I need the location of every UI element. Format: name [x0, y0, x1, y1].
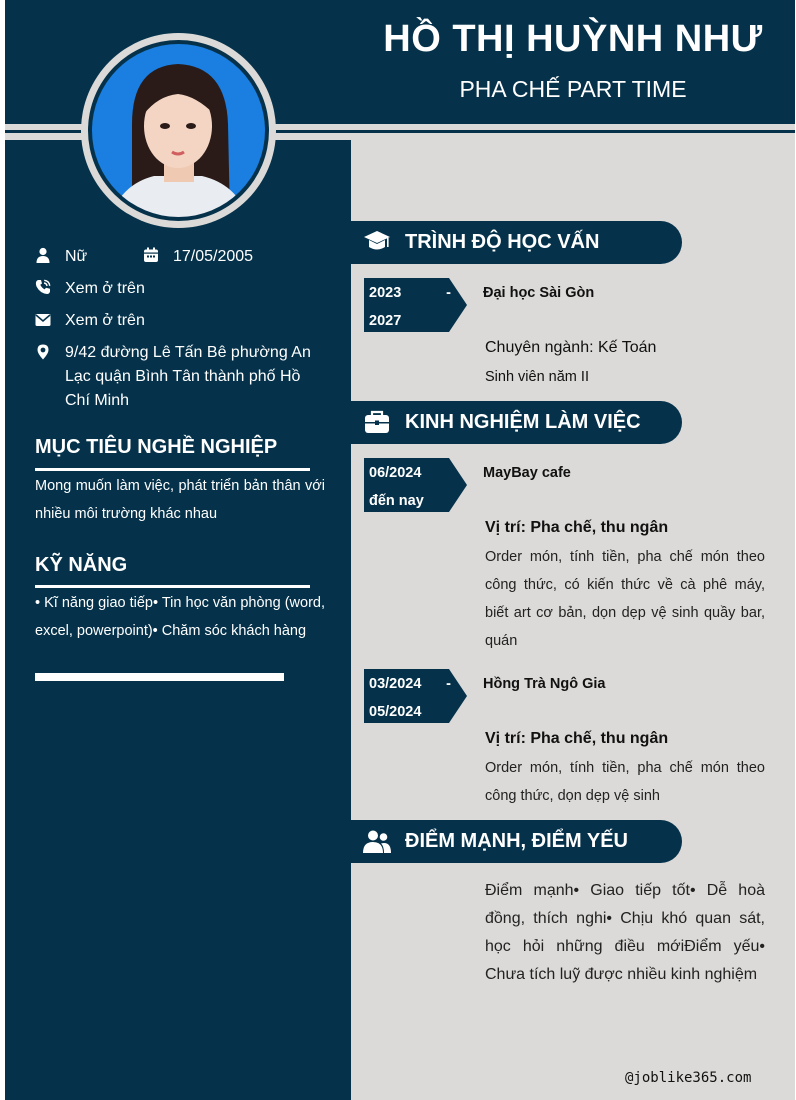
user-icon	[35, 247, 51, 263]
date-to: 05/2024	[369, 704, 422, 720]
position: Vị trí: Pha chế, thu ngân	[485, 519, 669, 536]
date-to: đến nay	[369, 493, 424, 509]
address-line-3: Chí Minh	[65, 392, 130, 409]
phone-value: Xem ở trên	[65, 280, 145, 297]
avatar	[92, 44, 265, 217]
date-to: 2027	[369, 313, 402, 329]
study-year: Sinh viên năm II	[485, 369, 589, 385]
experience-2-date	[369, 670, 451, 726]
address-line-1: 9/42 đường Lê Tấn Bê phường An	[65, 344, 311, 361]
footer-site: @joblike365.com	[625, 1070, 752, 1086]
objective-text: Mong muốn làm việc, phát triển bản thân với nhiều môi trường khác nhau	[35, 478, 325, 522]
skills-heading: KỸ NĂNG	[35, 554, 128, 576]
birthday-value: 17/05/2005	[173, 248, 254, 265]
date-from: 06/2024	[369, 465, 422, 481]
resume-page	[5, 0, 795, 1100]
job-description: Order món, tính tiền, pha chế món theo công thức, có kiến thức về cà phê máy, biết art cơ bản, dọn dẹp vệ sinh quầy bar, quán	[485, 549, 765, 649]
users-icon	[363, 829, 391, 854]
major: Chuyên ngành: Kế Toán	[485, 339, 657, 356]
email-value: Xem ở trên	[65, 312, 145, 329]
candidate-name: HỒ THỊ HUỲNH NHƯ	[383, 18, 763, 60]
calendar-icon	[143, 247, 159, 263]
school-name: Đại học Sài Gòn	[483, 285, 595, 301]
objective-heading: MỤC TIÊU NGHỀ NGHIỆP	[35, 436, 278, 458]
company-name: Hồng Trà Ngô Gia	[483, 676, 606, 692]
phone-icon	[35, 279, 51, 295]
strengths-heading: ĐIỂM MẠNH, ĐIỂM YẾU	[405, 830, 628, 852]
briefcase-icon	[364, 410, 390, 435]
education-date	[369, 279, 451, 335]
gender-value: Nữ	[65, 248, 88, 265]
skill-level-bar	[35, 673, 284, 681]
date-from: 03/2024	[369, 676, 422, 692]
date-separator: -	[446, 676, 451, 692]
email-icon	[35, 312, 51, 328]
graduation-cap-icon	[363, 229, 391, 255]
job-description: Order món, tính tiền, pha chế món theo công thức, dọn dẹp vệ sinh	[485, 760, 765, 804]
skill-level-fill	[35, 673, 284, 681]
position: Vị trí: Pha chế, thu ngân	[485, 730, 669, 747]
address-line-2: Lạc quận Bình Tân thành phố Hồ	[65, 368, 301, 385]
experience-1-date	[369, 459, 451, 515]
skills-rule	[35, 585, 310, 588]
date-from: 2023	[369, 285, 402, 301]
objective-rule	[35, 468, 310, 471]
date-separator: -	[446, 285, 451, 301]
location-icon	[35, 344, 51, 360]
skills-text: • Kĩ năng giao tiếp• Tin học văn phòng (word, excel, powerpoint)• Chăm sóc khách hàng	[35, 595, 325, 639]
strengths-text: Điểm mạnh• Giao tiếp tốt• Dễ hoà đồng, thích nghi• Chịu khó quan sát, học hỏi những điều mớiĐiểm yếu• Chưa tích luỹ được nhiều kinh nghiệm	[485, 882, 765, 983]
education-heading: TRÌNH ĐỘ HỌC VẤN	[405, 231, 600, 253]
company-name: MayBay cafe	[483, 465, 571, 481]
job-title: PHA CHẾ PART TIME	[459, 76, 687, 102]
experience-heading: KINH NGHIỆM LÀM VIỆC	[405, 411, 641, 433]
